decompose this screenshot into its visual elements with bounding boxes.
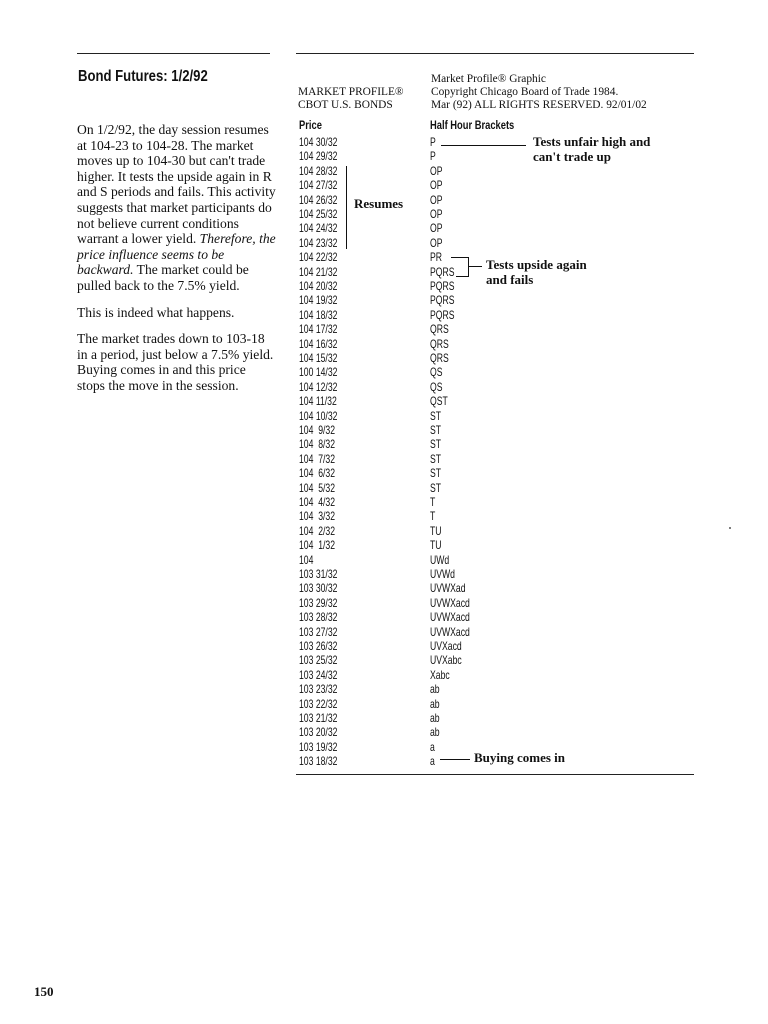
price-cell: 104 25/32 [299,207,338,221]
bracket-cell: PQRS [430,307,455,322]
bracket-cell: PQRS [430,279,455,293]
bracket-cell: Xabc [430,667,450,682]
bracket-cell: UVWd [430,567,455,581]
bracket-cell: QS [430,365,443,380]
bracket-cell: UVWXacd [430,595,470,610]
table-row [299,595,470,610]
bracket-cell: OP [430,221,443,236]
upside-pointer-vertical [468,257,469,277]
body-text [77,122,277,405]
table-row [299,524,449,538]
price-cell: 104 17/32 [299,322,338,337]
table-row [299,250,449,264]
price-cell: 104 22/32 [299,250,338,265]
top-rule-left [77,53,270,54]
price-column-header: Price [299,118,322,132]
header-cbot-bonds: CBOT U.S. BONDS [298,98,393,111]
top-rule-right [296,53,694,54]
table-row [299,682,449,696]
price-cell: 104 27/32 [299,178,338,193]
price-cell: 104 8/32 [299,437,336,452]
header-rights: Mar (92) ALL RIGHTS RESERVED. 92/01/02 [431,98,647,111]
bracket-cell: PQRS [430,264,455,279]
price-cell: 103 26/32 [299,639,338,653]
bracket-cell: T [430,509,436,524]
bracket-cell: QS [430,379,443,394]
bracket-cell: ST [430,451,442,466]
price-cell: 104 2/32 [299,523,336,538]
page-title: Bond Futures: 1/2/92 [78,68,208,85]
bracket-cell: P [430,149,436,164]
price-cell: 104 24/32 [299,221,338,236]
price-cell: 104 6/32 [299,466,336,481]
price-cell: 104 5/32 [299,480,336,495]
brackets-column-header: Half Hour Brackets [430,118,515,132]
table-row [299,452,449,466]
chart-header-right [431,73,647,111]
table-row [299,567,455,581]
price-cell: 104 12/32 [299,379,338,394]
table-row [299,221,449,235]
price-cell: 104 23/32 [299,235,338,250]
bracket-cell: OP [430,235,443,250]
annotation-buying: Buying comes in [474,750,566,765]
unfair-high-pointer [441,145,526,146]
price-cell: 103 23/32 [299,682,338,697]
table-row [299,639,462,653]
bracket-cell: ab [430,696,440,711]
price-cell: 104 1/32 [299,538,336,553]
table-row [299,495,449,509]
bracket-cell: ab [430,725,440,740]
bracket-cell: UVWXacd [430,624,470,639]
bracket-cell: ST [430,480,442,495]
price-cell: 104 29/32 [299,149,338,164]
table-row [299,653,462,668]
bracket-cell: OP [430,207,443,221]
bracket-cell: TU [430,538,442,553]
table-row [299,264,455,279]
bracket-cell: UVWXad [430,581,466,596]
bracket-cell: OP [430,163,443,178]
scan-speck [729,527,731,529]
bracket-cell: QRS [430,322,449,337]
table-row [299,279,455,293]
table-row [299,553,449,567]
bracket-cell: OP [430,192,443,207]
price-cell: 104 7/32 [299,451,336,466]
bracket-cell: OP [430,178,443,193]
table-row [299,236,449,250]
table-row [299,740,449,754]
bracket-cell: ab [430,711,440,725]
table-row [299,711,449,725]
table-row [299,624,470,639]
table-row [299,293,455,308]
price-cell: 103 25/32 [299,653,338,668]
table-row [299,322,449,336]
table-row [299,178,449,192]
table-row [299,466,449,480]
table-row [299,437,449,451]
table-row [299,509,449,523]
price-cell: 104 10/32 [299,408,338,423]
bracket-cell: PR [430,250,443,265]
bracket-cell: TU [430,523,442,538]
bracket-cell: UVXabc [430,653,462,668]
price-cell: 103 22/32 [299,696,338,711]
price-cell: 104 26/32 [299,192,338,207]
bracket-cell: QRS [430,336,449,351]
table-row [299,135,449,149]
bracket-cell: ST [430,408,442,423]
bracket-cell: P [430,135,436,149]
annotation-resumes: Resumes [354,196,404,211]
table-row [299,409,449,423]
table-row [299,423,449,437]
bracket-cell: QRS [430,351,449,365]
table-row [299,538,449,552]
annotation-tests-upside: Tests upside again and fails [486,257,587,287]
annotation-unfair-high: Tests unfair high and can't trade up [533,134,651,164]
price-cell: 103 24/32 [299,667,338,682]
price-cell: 104 18/32 [299,307,338,322]
price-cell: 104 9/32 [299,423,336,437]
paragraph-1: On 1/2/92, the day session resumes at 104-23 to 104-28. The market moves up to 104-30 but can't trade higher. It tests the upside again in R and S periods and fails. This activity suggests that market participants do not believe current conditions warrant a lower yield. Therefore, the price influence seems to be backward. The market could be pulled back to the 7.5% yield. [77,122,276,293]
chart-header-left [298,86,404,112]
resumes-bracket-line [346,166,347,249]
table-row [299,307,455,322]
bracket-cell: ab [430,682,440,697]
bracket-cell: ST [430,423,442,437]
price-cell: 104 3/32 [299,509,336,524]
table-row [299,394,449,408]
upside-pointer-top [451,257,469,258]
paragraph-3: The market trades down to 103-18 in a period, just below a 7.5% yield. Buying comes in and this price stops the move in the session. [77,331,274,393]
table-row [299,668,449,682]
price-cell: 103 20/32 [299,725,338,740]
price-cell: 104 [299,552,314,567]
table-row [299,754,449,768]
table-row [299,351,449,365]
bracket-cell: QST [430,394,448,409]
header-market-profile: MARKET PROFILE® [298,86,404,98]
table-row [299,380,449,394]
buying-pointer [440,759,470,760]
price-cell: 104 20/32 [299,279,338,293]
price-cell: 103 21/32 [299,711,338,725]
table-row [299,697,449,711]
bracket-cell: ST [430,466,442,481]
bracket-cell: a [430,754,435,769]
price-cell: 104 4/32 [299,495,336,509]
price-cell: 103 30/32 [299,581,338,596]
table-row [299,610,470,625]
price-cell: 104 30/32 [299,135,338,149]
bracket-cell: T [430,495,436,509]
price-cell: 103 29/32 [299,595,338,610]
price-cell: 104 21/32 [299,264,338,279]
header-copyright: Copyright Chicago Board of Trade 1984. [431,85,619,98]
table-row [299,581,466,596]
bottom-rule [296,774,694,775]
price-cell: 100 14/32 [299,365,338,380]
price-cell: 104 19/32 [299,293,338,308]
bracket-cell: UVXacd [430,639,462,653]
bracket-cell: UWd [430,552,450,567]
bracket-cell: UVWXacd [430,610,470,625]
upside-pointer-stem [468,266,482,267]
page-number: 150 [34,984,54,999]
paragraph-2: This is indeed what happens. [77,304,235,320]
table-row [299,725,449,739]
price-cell: 103 31/32 [299,567,338,581]
price-cell: 104 28/32 [299,163,338,178]
bracket-cell: a [430,739,435,754]
price-cell: 103 19/32 [299,739,338,754]
table-row [299,365,449,379]
price-cell: 103 27/32 [299,624,338,639]
price-cell: 103 18/32 [299,754,338,769]
table-row [299,481,449,495]
table-row [299,164,449,178]
price-cell: 104 15/32 [299,351,338,365]
bracket-cell: ST [430,437,442,452]
price-cell: 104 11/32 [299,394,337,409]
table-row [299,149,449,163]
price-cell: 103 28/32 [299,610,338,625]
price-cell: 104 16/32 [299,336,338,351]
table-row [299,337,449,351]
header-graphic: Market Profile® Graphic [431,73,546,85]
bracket-cell: PQRS [430,293,455,308]
